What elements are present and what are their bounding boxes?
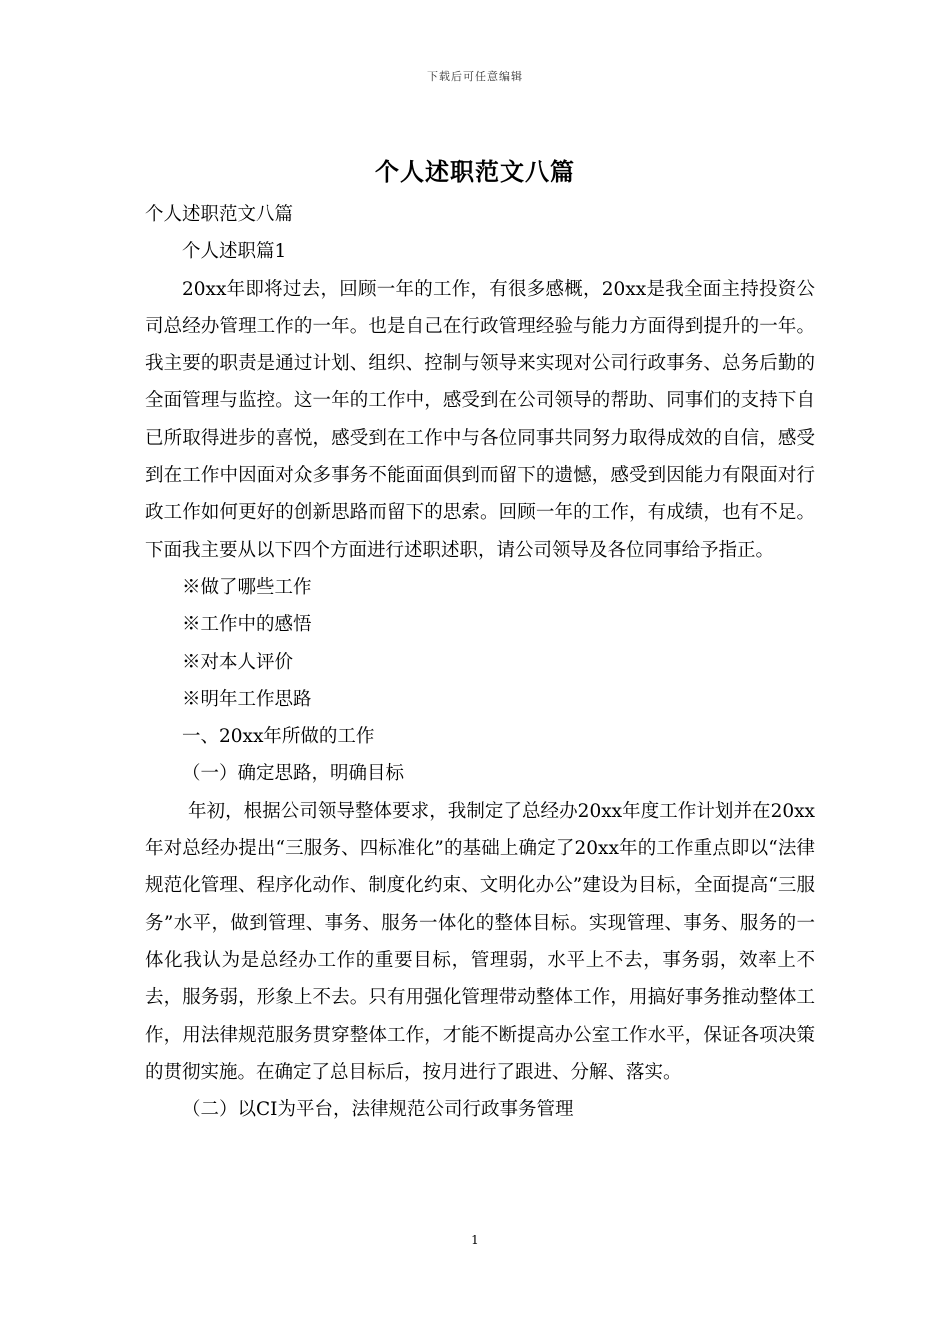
section-heading: 一、20xx年所做的工作 [182,726,375,748]
body-paragraph: 20xx年即将过去，回顾一年的工作，有很多感概，20xx是我全面主持投资公司总经办管理工作的一年。也是自己在行政管理经验与能力方面得到提升的一年。我主要的职责是通过计划、组织、控制与领导来实现对公司行政事务、总务后勤的全面管理与监控。这一年的工作中，感受到在公司领导的帮助、同事们的支持下自已所取得进步的喜悦，感受到在工作中与各位同事共同努力取得成效的自信，感受到在工作中因面对众多事务不能面面俱到而留下的遗憾，感受到因能力有限面对行政工作如何更好的创新思路而留下的思索。回顾一年的工作，有成绩，也有不足。下面我主要从以下四个方面进行述职述职，请公司领导及各位同事给予指正。 [145,278,815,561]
header-note: 下载后可任意编辑 [427,70,523,83]
list-item: ※明年工作思路 [182,688,312,710]
list-item: ※做了哪些工作 [182,576,312,598]
list-item: ※对本人评价 [182,651,294,673]
page-number: 1 [471,1233,479,1247]
subtitle-paragraph: 个人述职范文八篇 [145,204,294,225]
document-body [145,196,815,1128]
section-heading: 个人述职篇1 [182,241,287,263]
subsection-heading: （二）以CI为平台，法律规范公司行政事务管理 [182,1099,574,1121]
document-title: 个人述职范文八篇 [375,157,575,186]
list-item: ※工作中的感悟 [182,614,312,636]
subsection-heading: （一）确定思路，明确目标 [182,763,405,785]
body-paragraph: 年初，根据公司领导整体要求，我制定了总经办20xx年度工作计划并在20xx年对总经办提出“三服务、四标准化”的基础上确定了20xx年的工作重点即以“法律规范化管理、程序化动作、制度化约束、文明化办公”建设为目标，全面提高“三服务”水平，做到管理、事务、服务一体化的整体目标。实现管理、事务、服务的一体化我认为是总经办工作的重要目标，管理弱，水平上不去，事务弱，效率上不去，服务弱，形象上不去。只有用强化管理带动整体工作，用搞好事务推动整体工作，用法律规范服务贯穿整体工作，才能不断提高办公室工作水平，保证各项决策的贯彻实施。在确定了总目标后，按月进行了跟进、分解、落实。 [145,800,815,1083]
